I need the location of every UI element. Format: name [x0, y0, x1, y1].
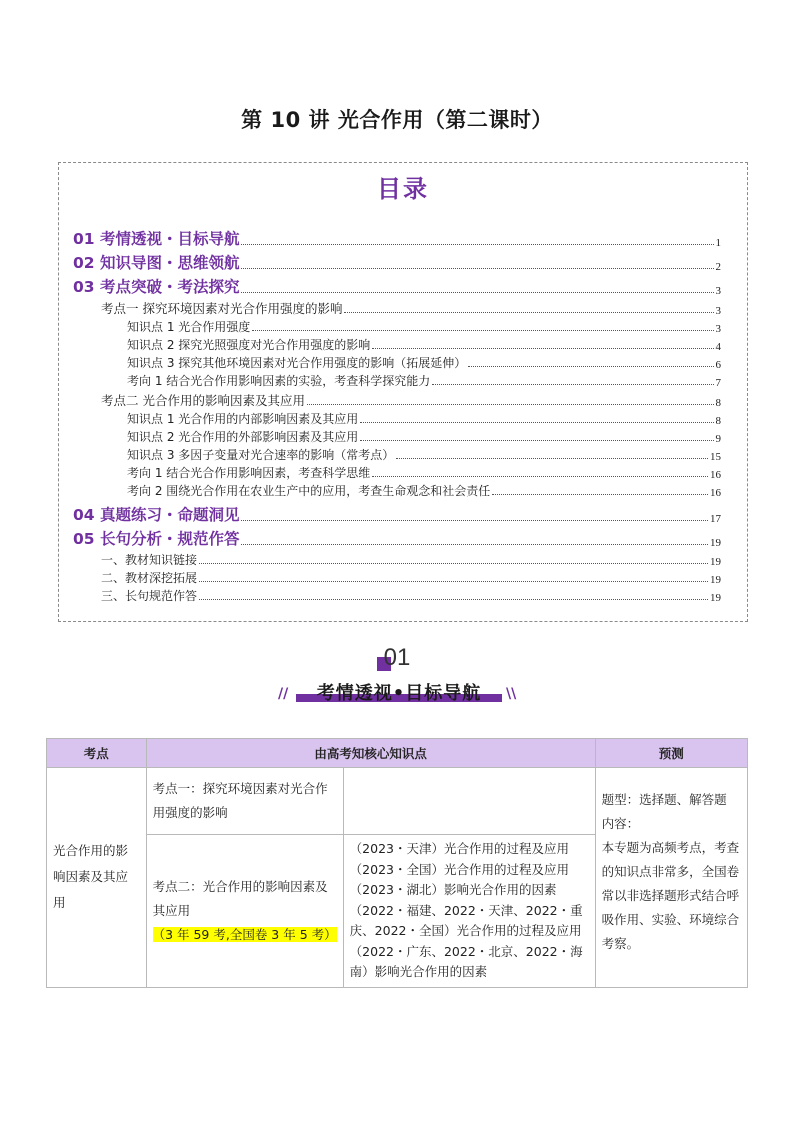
toc-entry-page: 16: [710, 487, 721, 499]
toc-entry[interactable]: [73, 503, 721, 525]
toc-entry-page: 17: [710, 513, 721, 525]
header-core-knowledge: 由高考知核心知识点: [146, 739, 595, 768]
toc-entry-page: 8: [715, 397, 721, 409]
toc-heading: 目录: [377, 175, 429, 203]
banner-right-slash-icon: \\: [506, 686, 517, 702]
toc-entry[interactable]: [101, 569, 721, 586]
toc-entry-label: 考点二 光合作用的影响因素及其应用: [101, 393, 305, 408]
toc-entry[interactable]: [127, 428, 721, 445]
toc-entry-page: 7: [715, 377, 721, 389]
toc-entry-label: 03 考点突破・考法探究: [73, 278, 240, 296]
topic-cell: 光合作用的影响因素及其应用: [47, 768, 147, 988]
toc-entry-label: 01 考情透视・目标导航: [73, 230, 240, 248]
toc-entry[interactable]: [73, 275, 721, 297]
toc-entry[interactable]: [101, 551, 721, 568]
point1-cell: 考点一：探究环境因素对光合作用强度的影响: [146, 768, 343, 835]
toc-entry-label: 考向 1 结合光合作用影响因素，考查科学思维: [127, 466, 371, 480]
toc-entry-page: 8: [715, 415, 721, 427]
toc-entry-page: 16: [710, 469, 721, 481]
toc-entry-label: 考向 2 围绕光合作用在农业生产中的应用，考查生命观念和社会责任: [127, 484, 491, 498]
toc-entry-label: 二、教材深挖拓展: [101, 571, 198, 585]
point2-cell: [146, 835, 343, 988]
prediction-cell: [595, 768, 747, 988]
toc-entry-page: 19: [710, 592, 721, 604]
toc-entry-page: 6: [715, 359, 721, 371]
toc-entry-label: 三、长句规范作答: [101, 589, 198, 603]
toc-entry-page: 19: [710, 537, 721, 549]
toc-entry-label: 04 真题练习・命题洞见: [73, 506, 240, 524]
toc-entry-page: 19: [710, 574, 721, 586]
header-prediction: 预测: [595, 739, 747, 768]
toc-entry-label: 02 知识导图・思维领航: [73, 254, 240, 272]
toc-entry[interactable]: [127, 336, 721, 353]
toc-entry[interactable]: [127, 354, 721, 371]
section-number: 01: [383, 644, 411, 671]
toc-entry-page: 9: [715, 433, 721, 445]
toc-entry-label: 知识点 3 多因子变量对光合速率的影响（常考点）: [127, 448, 395, 462]
toc-entry-page: 3: [715, 285, 721, 297]
exam-item: （2022・广东、2022・北京、2022・海南）影响光合作用的因素: [349, 943, 583, 979]
toc-entry-page: 15: [710, 451, 721, 463]
point2-exams-cell: [343, 835, 595, 988]
toc-entry[interactable]: [101, 299, 721, 317]
point2-text: 考点二：光合作用的影响因素及其应用: [152, 878, 328, 918]
toc-entry[interactable]: [101, 587, 721, 604]
toc-entry-label: 知识点 1 光合作用的内部影响因素及其应用: [127, 412, 359, 426]
toc-entry[interactable]: [73, 251, 721, 273]
exam-item: （2022・福建、2022・天津、2022・重庆、2022・全国）光合作用的过程及应用: [349, 902, 583, 938]
toc-entry-label: 知识点 1 光合作用强度: [127, 320, 251, 334]
point1-exams-cell: [343, 768, 595, 835]
prediction-content: 本专题为高频考点，考查的知识点非常多，全国卷常以非选择题形式结合呼吸作用、实验、环境综合考察。: [601, 840, 740, 951]
table-header-row: [47, 739, 748, 768]
point2-highlight: （3 年 59 考,全国卷 3 年 5 考）: [152, 926, 337, 942]
toc-entry-label: 知识点 2 探究光照强度对光合作用强度的影响: [127, 338, 371, 352]
toc-entry-page: 2: [715, 261, 721, 273]
toc-entry[interactable]: [73, 227, 721, 249]
exam-item: （2023・湖北）影响光合作用的因素: [349, 882, 557, 897]
toc-entry-label: 考向 1 结合光合作用影响因素的实验，考查科学探究能力: [127, 374, 431, 388]
toc-entry[interactable]: [127, 410, 721, 427]
toc-entry-label: 知识点 2 光合作用的外部影响因素及其应用: [127, 430, 359, 444]
toc-entry[interactable]: [127, 446, 721, 463]
exam-item: （2023・天津）光合作用的过程及应用: [349, 841, 569, 856]
exam-analysis-table: [46, 738, 748, 988]
toc-entry-page: 4: [715, 341, 721, 353]
banner-left-slash-icon: //: [278, 686, 289, 702]
toc-entry-label: 一、教材知识链接: [101, 553, 198, 567]
toc-entry[interactable]: [127, 372, 721, 389]
toc-entry[interactable]: [73, 527, 721, 549]
header-topic: 考点: [47, 739, 147, 768]
toc-entry-label: 考点一 探究环境因素对光合作用强度的影响: [101, 301, 343, 316]
toc-entry[interactable]: [127, 464, 721, 481]
document-title: 第 10 讲 光合作用（第二课时）: [241, 108, 553, 132]
toc-entry-label: 05 长句分析・规范作答: [73, 530, 240, 548]
toc-entry-page: 3: [715, 305, 721, 317]
toc-entry-page: 19: [710, 556, 721, 568]
prediction-content-label: 内容：: [601, 816, 640, 831]
exam-item: （2023・全国）光合作用的过程及应用: [349, 861, 569, 877]
table-of-contents: [58, 162, 748, 622]
section-banner-title: 考情透视•目标导航: [316, 683, 482, 704]
toc-entry-page: 3: [715, 323, 721, 335]
toc-entry[interactable]: [127, 318, 721, 335]
toc-entry-page: 1: [715, 237, 721, 249]
toc-entry-label: 知识点 3 探究其他环境因素对光合作用强度的影响（拓展延伸）: [127, 356, 467, 370]
toc-entry[interactable]: [101, 391, 721, 409]
prediction-type: 题型：选择题、解答题: [601, 792, 727, 807]
toc-entry[interactable]: [127, 482, 721, 499]
section-banner: [296, 677, 502, 705]
table-row: [47, 768, 748, 835]
